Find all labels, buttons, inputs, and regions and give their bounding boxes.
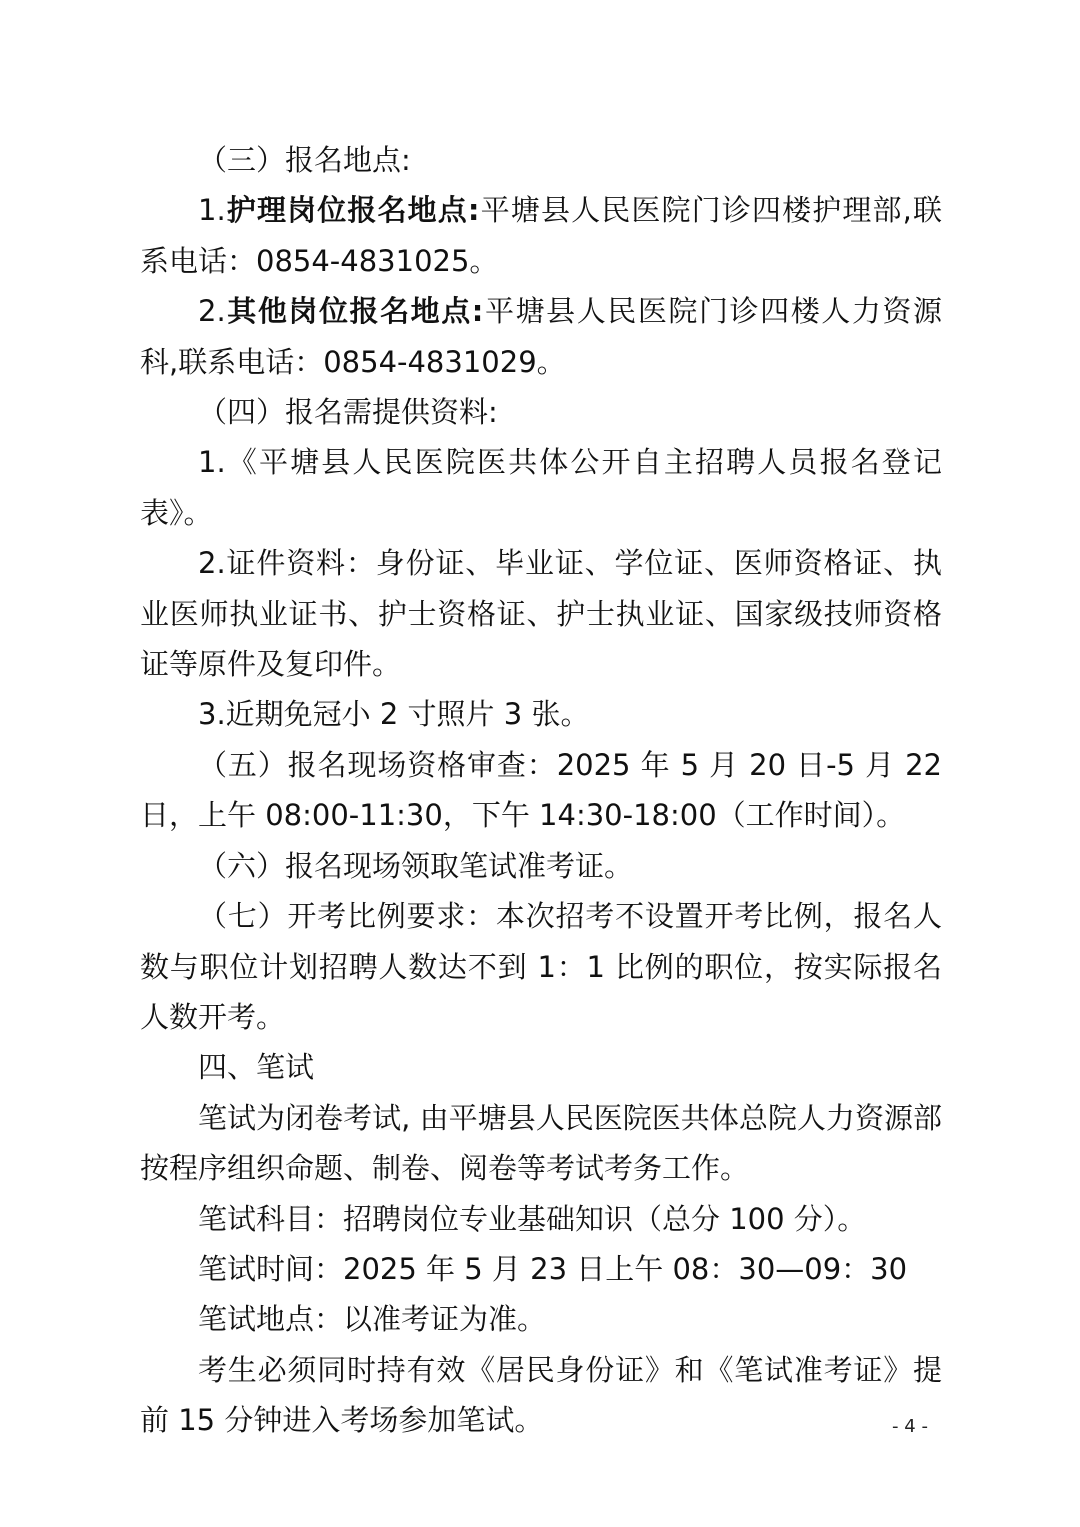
- section-heading-written-exam: 四、笔试: [198, 1050, 315, 1085]
- item-number: 2.: [198, 294, 226, 329]
- document-body: [140, 135, 942, 1446]
- paragraph-photos: 3.近期免冠小 2 寸照片 3 张。: [198, 697, 590, 732]
- paragraph-exam-time: 笔试时间：2025 年 5 月 23 日上午 08：30—09：30: [198, 1251, 908, 1286]
- paragraph-registration-form: 1.《平塘县人民医院医共体公开自主招聘人员报名登记表》。: [140, 445, 942, 530]
- item-number: 1.: [198, 193, 226, 228]
- paragraph-exam-organization: 笔试为闭卷考试, 由平塘县人民医院医共体总院人力资源部按程序组织命题、制卷、阅卷等考试考务工作。: [140, 1100, 942, 1186]
- paragraph-admission-ticket: （六）报名现场领取笔试准考证。: [198, 848, 634, 883]
- page-number: - 4 -: [892, 1416, 928, 1437]
- bold-heading: 护理岗位报名地点:: [225, 193, 480, 228]
- paragraph-exam-place: 笔试地点：以准考证为准。: [198, 1302, 547, 1337]
- paragraph-certificates: 2.证件资料：身份证、毕业证、学位证、医师资格证、执业医师执业证书、护士资格证、护士执业证、国家级技师资格证等原件及复印件。: [140, 546, 942, 682]
- paragraph-body: 平塘县人民医院门诊四楼护理部,联系电话：0854-4831025。: [140, 193, 942, 278]
- paragraph-other-location: [140, 286, 942, 387]
- paragraph-registration-location: （三）报名地点:: [198, 143, 411, 177]
- paragraph-qualification-review: （五）报名现场资格审查：2025 年 5 月 20 日-5 月 22 日，上午 08:00-11:30，下午 14:30-18:00（工作时间）。: [140, 747, 942, 833]
- paragraph-exam-subject: 笔试科目：招聘岗位专业基础知识（总分 100 分）。: [198, 1201, 867, 1236]
- bold-heading: 其他岗位报名地点:: [225, 294, 484, 329]
- paragraph-required-materials: （四）报名需提供资料:: [198, 395, 498, 430]
- paragraph-body: 平塘县人民医院门诊四楼人力资源科,联系电话：0854-4831029。: [140, 294, 942, 379]
- paragraph-nursing-location: [140, 185, 942, 286]
- paragraph-exam-ratio: （七）开考比例要求：本次招考不设置开考比例，报名人数与职位计划招聘人数达不到 1：1 比例的职位，按实际报名人数开考。: [140, 899, 942, 1034]
- paragraph-exam-notice: 考生必须同时持有效《居民身份证》和《笔试准考证》提前 15 分钟进入考场参加笔试。: [140, 1352, 942, 1438]
